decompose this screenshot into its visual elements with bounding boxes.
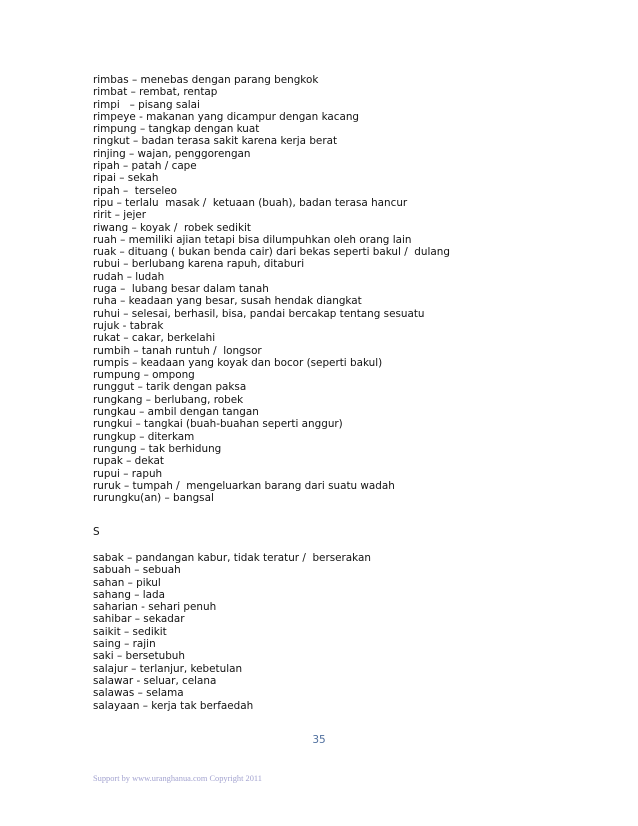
dictionary-entry: saharian - sehari penuh [93,601,217,614]
dictionary-entry: ruruk – tumpah / mengeluarkan barang dari suatu wadah [93,479,395,492]
dictionary-entry: rumbih – tanah runtuh / longsor [93,344,262,357]
dictionary-entry: rubui – berlubang karena rapuh, ditaburi [93,258,305,271]
dictionary-entry: rumpung – ompong [93,369,195,382]
dictionary-entry: ripah – terseleo [93,184,177,197]
dictionary-entry: rujuk - tabrak [93,319,164,332]
dictionary-entry: ripai – sekah [93,172,159,185]
dictionary-entry: rinjing – wajan, penggorengan [93,147,251,160]
dictionary-entry: runggut – tarik dengan paksa [93,381,247,394]
dictionary-entry: sahan – pikul [93,576,161,589]
section-heading-s: S [93,526,100,538]
dictionary-entry: rimpeye - makanan yang dicampur dengan kacang [93,110,360,123]
dictionary-entry: ruha – keadaan yang besar, susah hendak diangkat [93,295,362,308]
dictionary-entry: rukat – cakar, berkelahi [93,332,216,345]
dictionary-entry: rungung – tak berhidung [93,442,222,455]
dictionary-entry: ruhui – selesai, berhasil, bisa, pandai bercakap tentang sesuatu [93,307,425,320]
dictionary-entry: rimpung – tangkap dengan kuat [93,123,260,136]
dictionary-entry: rimbat – rembat, rentap [93,86,218,99]
dictionary-entry: rumpis – keadaan yang koyak dan bocor (seperti bakul) [93,356,383,369]
dictionary-entry: ruga – lubang besar dalam tanah [93,283,269,296]
dictionary-entry: saikit – sedikit [93,625,167,638]
dictionary-entry: rungkup – diterkam [93,430,195,443]
dictionary-entry: sabak – pandangan kabur, tidak teratur / berserakan [93,552,371,564]
dictionary-entry: salayaan – kerja tak berfaedah [93,699,254,712]
dictionary-entry: riwang – koyak / robek sedikit [93,221,251,234]
dictionary-entry: ruah – memiliki ajian tetapi bisa dilumpuhkan oleh orang lain [93,233,412,246]
dictionary-entry: rungkang – berlubang, robek [93,393,244,406]
dictionary-entry: ruak – dituang ( bukan benda cair) dari bekas seperti bakul / dulang [93,246,450,259]
page-number: 35 [312,734,326,746]
dictionary-entry: rimbas – menebas dengan parang bengkok [93,74,319,86]
dictionary-entry: ringkut – badan terasa sakit karena kerja berat [93,135,338,148]
dictionary-entry: sabuah – sebuah [93,564,181,577]
dictionary-entry: ripah – patah / cape [93,160,197,173]
dictionary-entry: rurungku(an) – bangsal [93,492,214,505]
dictionary-entry: rimpi – pisang salai [93,98,200,111]
dictionary-entry: rungkau – ambil dengan tangan [93,406,259,419]
dictionary-entry: sahang – lada [93,588,165,601]
dictionary-entry: rudah – ludah [93,270,165,283]
dictionary-entry: ririt – jejer [93,209,147,222]
dictionary-entry: salawar - seluar, celana [93,674,217,687]
entry-list-r [93,74,593,504]
entry-list-s [93,552,593,712]
dictionary-entry: salajur – terlanjur, kebetulan [93,662,243,675]
footer-credit: Support by www.uranghanua.com Copyright 2011 [93,774,262,783]
dictionary-entry: rupak – dekat [93,455,164,468]
dictionary-entry: ripu – terlalu masak / ketuaan (buah), badan terasa hancur [93,196,408,209]
dictionary-entry: saki – bersetubuh [93,650,185,663]
dictionary-entry: salawas – selama [93,687,184,700]
dictionary-entry: rungkui – tangkai (buah-buahan seperti anggur) [93,418,343,431]
dictionary-entry: saing – rajin [93,638,156,651]
dictionary-entry: rupui – rapuh [93,467,163,480]
dictionary-entry: sahibar – sekadar [93,613,185,626]
